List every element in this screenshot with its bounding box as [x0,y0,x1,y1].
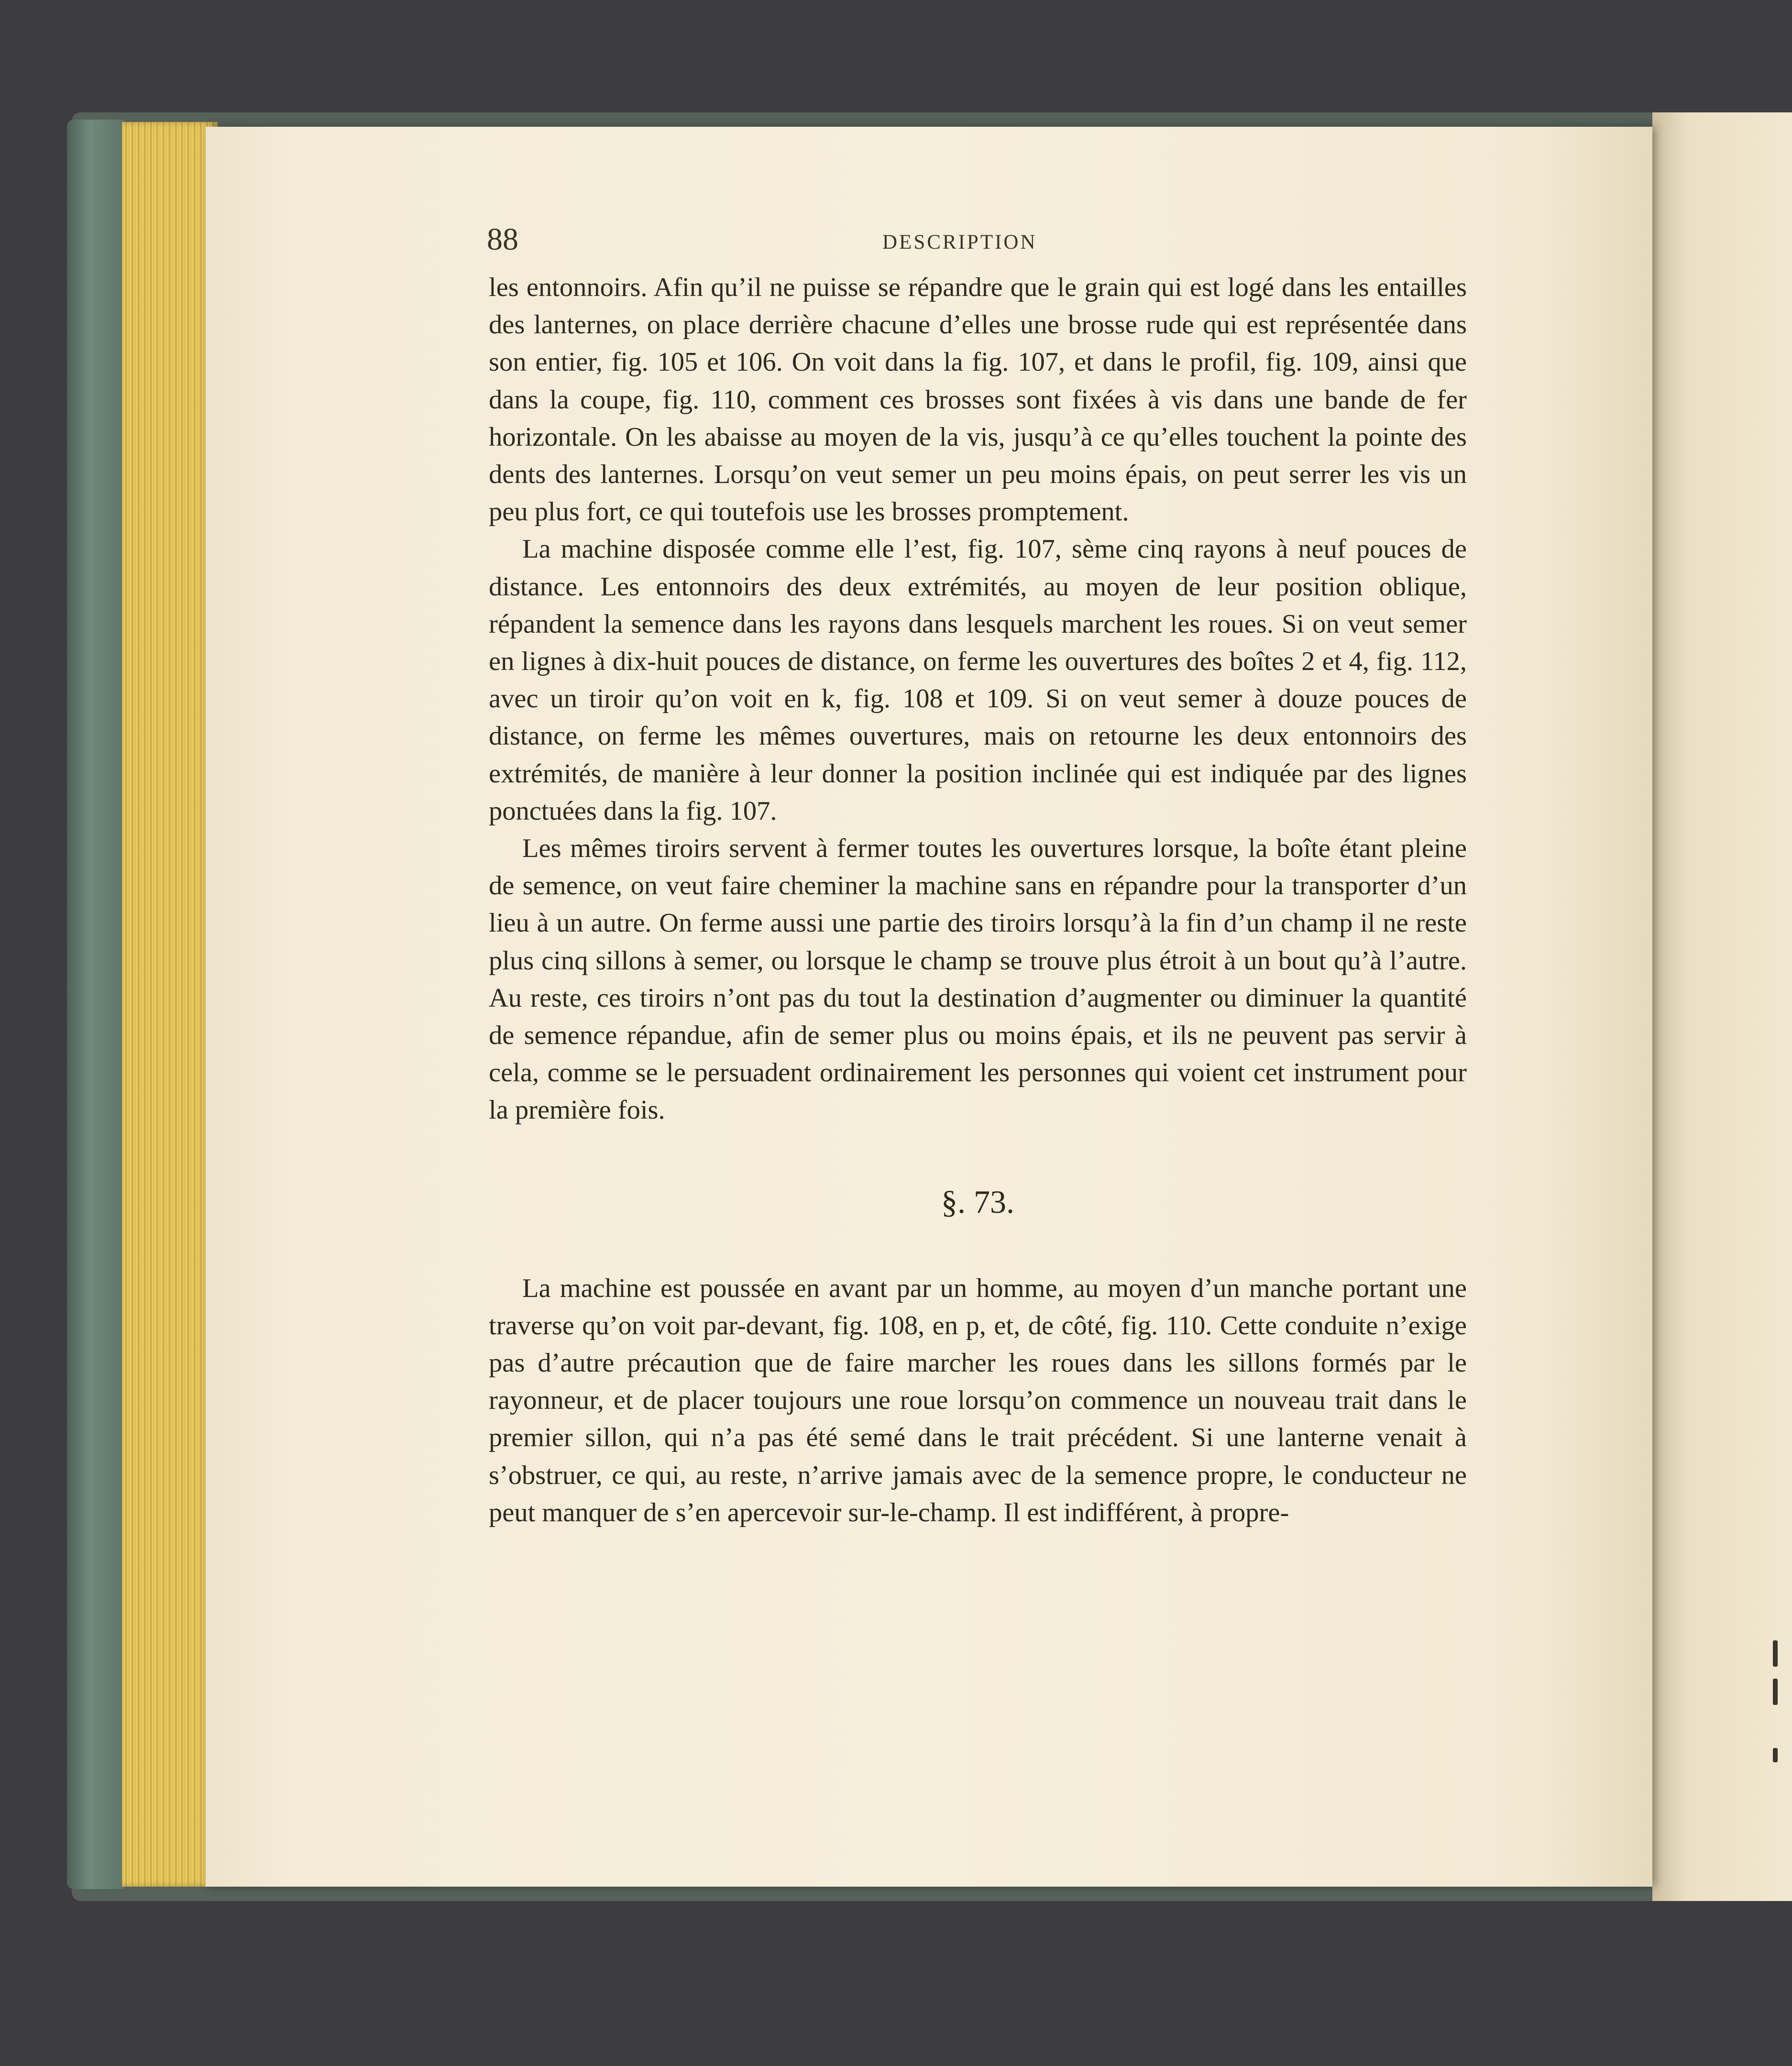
facing-page-mark [1773,1640,1778,1667]
paragraph: les entonnoirs. Afin qu’il ne puisse se répandre que le grain qui est logé dans les entailles des lanternes, on place derrière chacune d’elles une brosse rude qui est représentée dans son entier, fig. 105 et 106. On voit dans la fig. 107, et dans le profil, fig. 109, ainsi que dans la coupe, fig. 110, comment ces brosses sont fixées à vis dans une bande de fer horizontale. On les abaisse au moyen de la vis, jusqu’à ce qu’elles touchent la pointe des dents des lanternes. Lorsqu’on veut semer un peu moins épais, on peut serrer les vis un peu plus fort, ce qui toutefois use les brosses promptement. [489,273,1467,527]
section-heading: §. 73. [941,1183,1014,1220]
facing-page-mark [1773,1748,1778,1762]
paragraph: Les mêmes tiroirs servent à fermer toutes les ouvertures lorsque, la boîte étant pleine de semence, on veut faire cheminer la machine sans en répandre pour la transporter d’un lieu à un autre. On ferme aussi une partie des tiroirs lorsqu’à la fin d’un champ il ne reste plus cinq sillons à semer, ou lorsque le champ se trouve plus étroit à un bout qu’à l’autre. Au reste, ces tiroirs n’ont pas du tout la destination d’augmenter ou diminuer la quantité de semence répandue, afin de semer plus ou moins épais, et ils ne peuvent pas servir à cela, comme se le persuadent ordinairement les personnes qui voient cet instrument pour la première fois. [489,834,1467,1125]
running-head: DESCRIPTION [882,231,1037,253]
section-paragraph: La machine est poussée en avant par un homme, au moyen d’un manche portant une traverse qu’on voit par-devant, fig. 108, en p, et, de côté, fig. 110. Cette conduite n’exige pas d’autre précaution que de faire marcher les roues dans les sillons formés par le rayonneur, et de placer toujours une roue lorsqu’on commence un nouveau trait dans le premier sillon, qui n’a pas été semé dans le trait précédent. Si une lanterne venait à s’obstruer, ce qui, au reste, n’arrive jamais avec de la semence propre, le conducteur ne peut manquer de s’en apercevoir sur-le-champ. Il est indifférent, à propre- [489,1273,1467,1528]
facing-page-mark [1773,1679,1778,1705]
page-body [489,269,1467,1531]
paragraph: La machine disposée comme elle l’est, fig. 107, sème cinq rayons à neuf pouces de distance. Les entonnoirs des deux extrémités, au moyen de leur position oblique, répandent la semence dans les rayons dans lesquels marchent les roues. Si on veut semer en lignes à dix-huit pouces de distance, on ferme les ouvertures des boîtes 2 et 4, fig. 112, avec un tiroir qu’on voit en k, fig. 108 et 109. Si on veut semer à douze pouces de distance, on ferme les mêmes ouvertures, mais on retourne les deux entonnoirs des extrémités, de manière à leur donner la position inclinée qui est indiquée par des lignes ponctuées dans la fig. 107. [489,534,1467,826]
book-cloth-edge [67,120,124,1889]
facing-page [1652,112,1792,1901]
gilt-page-edges [122,122,218,1887]
page-number: 88 [487,222,518,257]
